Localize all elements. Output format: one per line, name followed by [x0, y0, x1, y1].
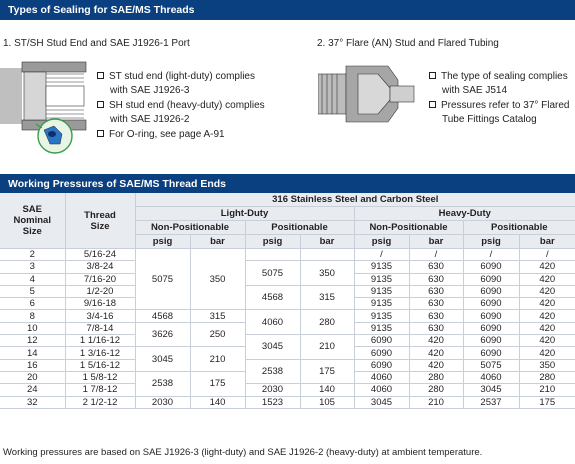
flare-stud-illustration — [318, 60, 418, 140]
heavy-pos-psig-cell: 6090 — [463, 273, 519, 285]
sae-size-cell: 20 — [0, 371, 65, 383]
unit-bar: bar — [190, 235, 245, 249]
unit-bar: bar — [519, 235, 575, 249]
checkbox-icon[interactable] — [97, 72, 104, 79]
heavy-pos-psig-cell: 6090 — [463, 285, 519, 297]
working-pressures-header — [0, 174, 575, 194]
heavy-nonpos-bar-cell: 630 — [409, 261, 463, 273]
material-header: 316 Stainless Steel and Carbon Steel — [135, 193, 575, 207]
right-heading: 2. 37° Flare (AN) Stud and Flared Tubing — [317, 38, 499, 49]
heavy-pos-psig-cell: / — [463, 249, 519, 261]
heavy-pos-bar-cell: 420 — [519, 347, 575, 359]
light-nonpos-psig-cell: 2538 — [135, 371, 190, 396]
heavy-nonpos-psig-cell: 6090 — [354, 359, 409, 371]
pressure-table — [0, 193, 575, 409]
heavy-pos-psig-cell: 6090 — [463, 310, 519, 322]
light-pos-bar-cell — [300, 249, 354, 261]
unit-bar: bar — [300, 235, 354, 249]
light-pos-bar-cell: 315 — [300, 285, 354, 310]
light-pos-psig-cell: 4060 — [245, 310, 300, 335]
checkbox-icon[interactable] — [97, 101, 104, 108]
heavy-nonpos-bar-cell: 210 — [409, 396, 463, 408]
heavy-pos-bar-cell: 420 — [519, 285, 575, 297]
light-pos-bar-cell: 140 — [300, 384, 354, 396]
option-sh-stud: SH stud end (heavy-duty) complies with SAE J1926-2 — [97, 99, 265, 127]
heavy-pos-bar-cell: 420 — [519, 310, 575, 322]
table-row — [0, 335, 575, 347]
heavy-pos-header: Positionable — [463, 221, 575, 235]
light-nonpos-bar-cell: 210 — [190, 347, 245, 372]
light-duty-header: Light-Duty — [135, 207, 354, 221]
thread-size-cell: 1 5/8-12 — [65, 371, 135, 383]
sae-size-cell: 16 — [0, 359, 65, 371]
heavy-nonpos-psig-cell: / — [354, 249, 409, 261]
option-o-ring: For O-ring, see page A-91 — [97, 128, 225, 142]
pressure-table-body — [0, 249, 575, 409]
col-sae-size: SAE Nominal Size — [0, 193, 65, 249]
heavy-nonpos-bar-cell: 420 — [409, 347, 463, 359]
sae-size-cell: 6 — [0, 298, 65, 310]
heavy-nonpos-bar-cell: 420 — [409, 359, 463, 371]
option-37-flared: Pressures refer to 37° Flared Tube Fittings Catalog — [429, 99, 570, 127]
heavy-nonpos-psig-cell: 3045 — [354, 396, 409, 408]
light-pos-header: Positionable — [245, 221, 354, 235]
light-pos-bar-cell: 280 — [300, 310, 354, 335]
sae-size-cell: 12 — [0, 335, 65, 347]
heavy-pos-bar-cell: 350 — [519, 359, 575, 371]
unit-psig: psig — [135, 235, 190, 249]
light-pos-bar-cell: 350 — [300, 261, 354, 286]
heavy-pos-psig-cell: 4060 — [463, 371, 519, 383]
light-nonpos-header: Non-Positionable — [135, 221, 245, 235]
unit-bar: bar — [409, 235, 463, 249]
col-thread-size: Thread Size — [65, 193, 135, 249]
heavy-nonpos-psig-cell: 4060 — [354, 371, 409, 383]
heavy-pos-psig-cell: 2537 — [463, 396, 519, 408]
light-pos-psig-cell: 5075 — [245, 261, 300, 286]
light-pos-bar-cell: 105 — [300, 396, 354, 408]
checkbox-icon[interactable] — [429, 101, 436, 108]
table-row — [0, 384, 575, 396]
heavy-nonpos-bar-cell: 630 — [409, 273, 463, 285]
light-pos-psig-cell — [245, 249, 300, 261]
heavy-pos-psig-cell: 3045 — [463, 384, 519, 396]
light-nonpos-bar-cell: 140 — [190, 396, 245, 408]
sae-size-cell: 3 — [0, 261, 65, 273]
sae-size-cell: 14 — [0, 347, 65, 359]
table-row — [0, 310, 575, 322]
table-row — [0, 249, 575, 261]
sae-size-cell: 32 — [0, 396, 65, 408]
heavy-pos-psig-cell: 6090 — [463, 347, 519, 359]
thread-size-cell: 1/2-20 — [65, 285, 135, 297]
thread-size-cell: 5/16-24 — [65, 249, 135, 261]
heavy-nonpos-bar-cell: 630 — [409, 322, 463, 334]
heavy-pos-bar-cell: 420 — [519, 322, 575, 334]
unit-psig: psig — [463, 235, 519, 249]
thread-size-cell: 7/16-20 — [65, 273, 135, 285]
left-heading: 1. ST/SH Stud End and SAE J1926-1 Port — [3, 38, 190, 49]
unit-psig: psig — [354, 235, 409, 249]
heavy-nonpos-header: Non-Positionable — [354, 221, 463, 235]
heavy-pos-psig-cell: 6090 — [463, 322, 519, 334]
heavy-pos-bar-cell: / — [519, 249, 575, 261]
thread-size-cell: 1 7/8-12 — [65, 384, 135, 396]
heavy-nonpos-psig-cell: 9135 — [354, 261, 409, 273]
light-nonpos-bar-cell: 315 — [190, 310, 245, 322]
thread-size-cell: 1 5/16-12 — [65, 359, 135, 371]
heavy-nonpos-psig-cell: 6090 — [354, 335, 409, 347]
heavy-pos-psig-cell: 5075 — [463, 359, 519, 371]
heavy-nonpos-bar-cell: 280 — [409, 371, 463, 383]
table-row — [0, 396, 575, 408]
light-nonpos-psig-cell: 2030 — [135, 396, 190, 408]
footnote: Working pressures are based on SAE J1926-3 (light-duty) and SAE J1926-2 (heavy-duty) at ambient temperature. — [3, 447, 483, 458]
sae-size-cell: 8 — [0, 310, 65, 322]
stud-end-illustration — [0, 58, 90, 158]
thread-size-cell: 3/4-16 — [65, 310, 135, 322]
unit-psig: psig — [245, 235, 300, 249]
table-row — [0, 285, 575, 297]
heavy-nonpos-bar-cell: 630 — [409, 298, 463, 310]
light-nonpos-psig-cell: 3626 — [135, 322, 190, 347]
light-nonpos-bar-cell: 250 — [190, 322, 245, 347]
heavy-nonpos-psig-cell: 9135 — [354, 322, 409, 334]
sae-size-cell: 2 — [0, 249, 65, 261]
sae-size-cell: 24 — [0, 384, 65, 396]
light-pos-psig-cell: 3045 — [245, 335, 300, 360]
light-pos-psig-cell: 2538 — [245, 359, 300, 384]
heavy-pos-psig-cell: 6090 — [463, 261, 519, 273]
heavy-pos-bar-cell: 280 — [519, 371, 575, 383]
light-nonpos-bar-cell: 350 — [190, 249, 245, 310]
thread-size-cell: 1 3/16-12 — [65, 347, 135, 359]
light-pos-bar-cell: 175 — [300, 359, 354, 384]
sae-size-cell: 10 — [0, 322, 65, 334]
heavy-nonpos-bar-cell: / — [409, 249, 463, 261]
thread-size-cell: 9/16-18 — [65, 298, 135, 310]
thread-size-cell: 2 1/2-12 — [65, 396, 135, 408]
heavy-nonpos-bar-cell: 630 — [409, 310, 463, 322]
heavy-nonpos-bar-cell: 280 — [409, 384, 463, 396]
sealing-types-header — [0, 0, 575, 20]
heavy-nonpos-bar-cell: 420 — [409, 335, 463, 347]
sealing-types-title: Types of Sealing for SAE/MS Threads — [8, 4, 195, 16]
heavy-pos-bar-cell: 420 — [519, 261, 575, 273]
light-pos-psig-cell: 1523 — [245, 396, 300, 408]
heavy-pos-bar-cell: 420 — [519, 335, 575, 347]
option-sae-j514: The type of sealing complies with SAE J514 — [429, 70, 568, 98]
heavy-pos-bar-cell: 210 — [519, 384, 575, 396]
light-pos-psig-cell: 4568 — [245, 285, 300, 310]
heavy-nonpos-psig-cell: 9135 — [354, 310, 409, 322]
light-pos-psig-cell: 2030 — [245, 384, 300, 396]
light-pos-bar-cell: 210 — [300, 335, 354, 360]
heavy-pos-bar-cell: 420 — [519, 273, 575, 285]
heavy-pos-psig-cell: 6090 — [463, 335, 519, 347]
sae-size-cell: 5 — [0, 285, 65, 297]
light-nonpos-psig-cell: 3045 — [135, 347, 190, 372]
heavy-nonpos-psig-cell: 4060 — [354, 384, 409, 396]
thread-size-cell: 3/8-24 — [65, 261, 135, 273]
thread-size-cell: 7/8-14 — [65, 322, 135, 334]
light-nonpos-bar-cell: 175 — [190, 371, 245, 396]
option-st-stud: ST stud end (light-duty) complies with SAE J1926-3 — [97, 70, 255, 98]
working-pressures-title: Working Pressures of SAE/MS Thread Ends — [8, 178, 227, 190]
heavy-nonpos-psig-cell: 9135 — [354, 273, 409, 285]
heavy-pos-psig-cell: 6090 — [463, 298, 519, 310]
light-nonpos-psig-cell: 5075 — [135, 249, 190, 310]
heavy-duty-header: Heavy-Duty — [354, 207, 575, 221]
heavy-nonpos-psig-cell: 9135 — [354, 285, 409, 297]
sae-size-cell: 4 — [0, 273, 65, 285]
light-nonpos-psig-cell: 4568 — [135, 310, 190, 322]
heavy-nonpos-psig-cell: 9135 — [354, 298, 409, 310]
heavy-pos-bar-cell: 175 — [519, 396, 575, 408]
checkbox-icon[interactable] — [429, 72, 436, 79]
heavy-nonpos-bar-cell: 630 — [409, 285, 463, 297]
heavy-nonpos-psig-cell: 6090 — [354, 347, 409, 359]
table-row — [0, 359, 575, 371]
heavy-pos-bar-cell: 420 — [519, 298, 575, 310]
table-row — [0, 261, 575, 273]
checkbox-icon[interactable] — [97, 130, 104, 137]
thread-size-cell: 1 1/16-12 — [65, 335, 135, 347]
